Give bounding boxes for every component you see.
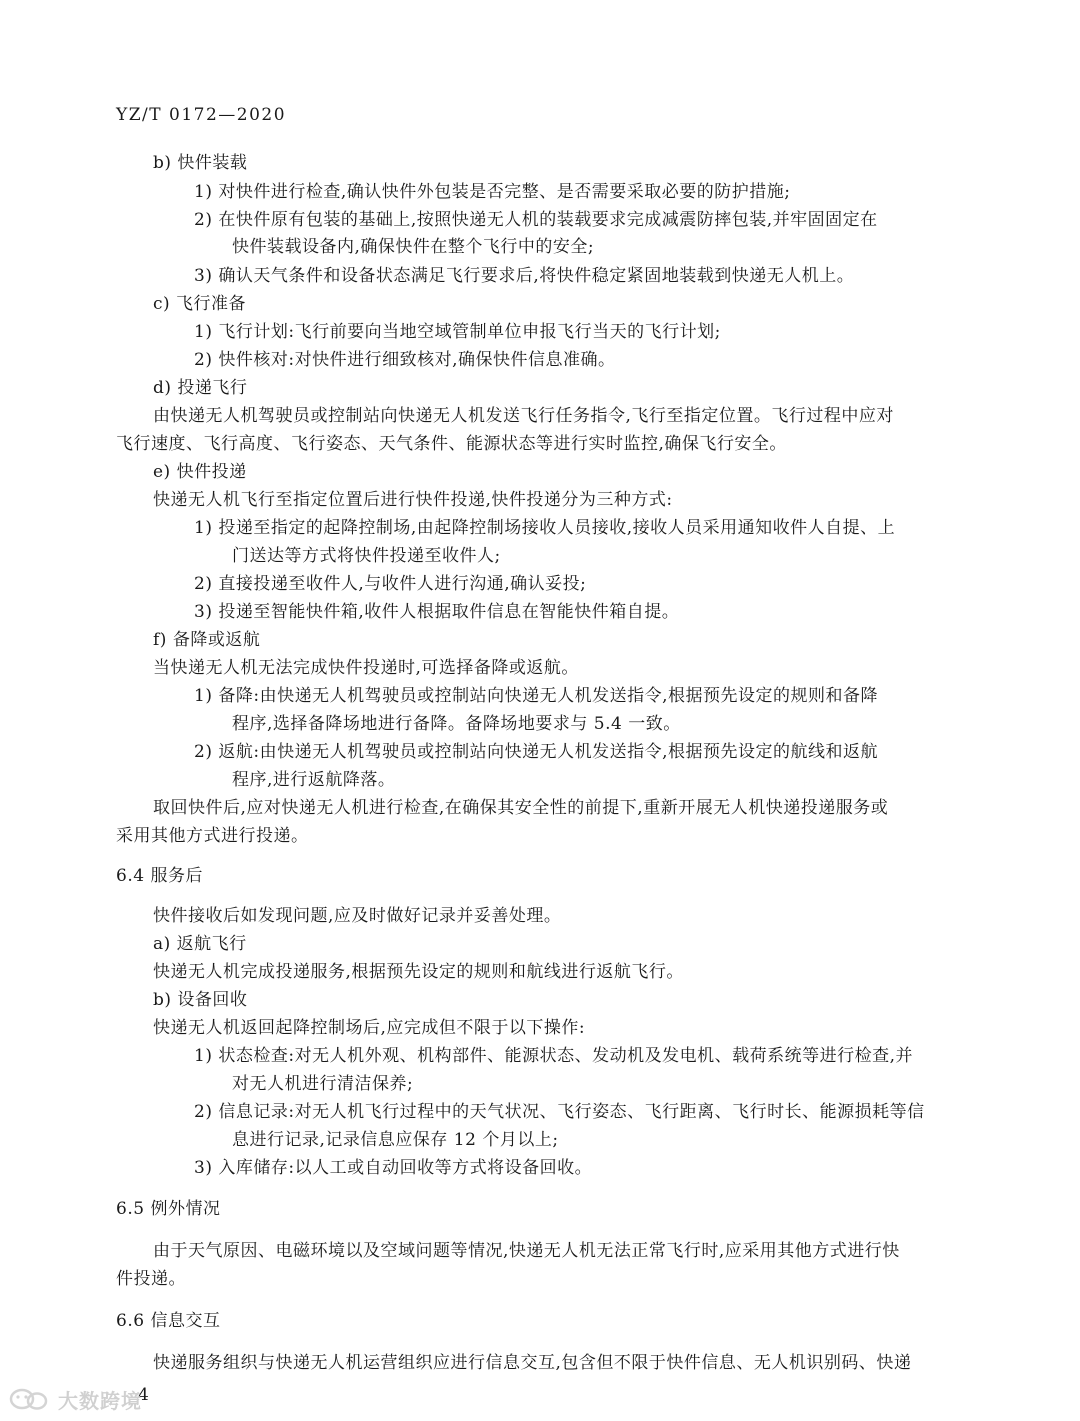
sub-item-1-cont: 对无人机进行清洁保养; (232, 1074, 414, 1094)
paragraph: 由快递无人机驾驶员或控制站向快递无人机发送飞行任务指令,飞行至指定位置。飞行过程中应对 (153, 406, 894, 426)
paragraph: 由于天气原因、电磁环境以及空域问题等情况,快递无人机无法正常飞行时,应采用其他方式进行快 (153, 1241, 900, 1261)
paragraph-cont: 采用其他方式进行投递。 (116, 826, 309, 846)
sub-item-1: 1) 飞行计划:飞行前要向当地空域管制单位申报飞行当天的飞行计划; (194, 322, 721, 342)
list-item-a: a) 返航飞行 (153, 934, 247, 954)
paragraph-cont: 件投递。 (116, 1269, 186, 1289)
wechat-logo-icon (8, 1386, 54, 1412)
sub-item-2: 2) 信息记录:对无人机飞行过程中的天气状况、飞行姿态、飞行距离、飞行时长、能源损耗等信 (194, 1102, 925, 1122)
list-item-b: b) 快件装载 (153, 153, 248, 173)
paragraph-cont: 飞行速度、飞行高度、飞行姿态、天气条件、能源状态等进行实时监控,确保飞行安全。 (116, 434, 787, 454)
list-item-f: f) 备降或返航 (153, 630, 261, 650)
sub-item-3: 3) 确认天气条件和设备状态满足飞行要求后,将快件稳定紧固地装载到快递无人机上。 (194, 266, 855, 286)
sub-item-1: 1) 状态检查:对无人机外观、机构部件、能源状态、发动机及发电机、载荷系统等进行检查,并 (194, 1046, 913, 1066)
paragraph: 快递无人机飞行至指定位置后进行快件投递,快件投递分为三种方式: (153, 490, 673, 510)
sub-item-2-cont: 息进行记录,记录信息应保存 12 个月以上; (232, 1130, 559, 1150)
sub-item-1-cont: 程序,选择备降场地进行备降。备降场地要求与 5.4 一致。 (232, 714, 681, 734)
paragraph: 快件接收后如发现问题,应及时做好记录并妥善处理。 (153, 906, 562, 926)
sub-item-2-cont: 程序,进行返航降落。 (232, 770, 396, 790)
paragraph: 当快递无人机无法完成快件投递时,可选择备降或返航。 (153, 658, 579, 678)
paragraph: 快递无人机返回起降控制场后,应完成但不限于以下操作: (153, 1018, 586, 1038)
paragraph: 快递无人机完成投递服务,根据预先设定的规则和航线进行返航飞行。 (153, 962, 684, 982)
standard-code: YZ/T 0172—2020 (116, 105, 287, 125)
section-heading-6-6: 6.6 信息交互 (116, 1311, 221, 1331)
list-item-b: b) 设备回收 (153, 990, 248, 1010)
page-number: 4 (138, 1385, 150, 1405)
list-item-c: c) 飞行准备 (153, 294, 247, 314)
watermark-text: 大数跨境 (58, 1388, 142, 1413)
sub-item-2-cont: 快件装载设备内,确保快件在整个飞行中的安全; (232, 237, 595, 257)
sub-item-1-cont: 门送达等方式将快件投递至收件人; (232, 546, 501, 566)
sub-item-1: 1) 对快件进行检查,确认快件外包装是否完整、是否需要采取必要的防护措施; (194, 182, 791, 202)
paragraph: 取回快件后,应对快递无人机进行检查,在确保其安全性的前提下,重新开展无人机快递投递服务或 (153, 798, 889, 818)
sub-item-2: 2) 在快件原有包装的基础上,按照快递无人机的装载要求完成减震防摔包装,并牢固固定在 (194, 210, 878, 230)
sub-item-1: 1) 投递至指定的起降控制场,由起降控制场接收人员接收,接收人员采用通知收件人自提、上 (194, 518, 896, 538)
list-item-e: e) 快件投递 (153, 462, 247, 482)
watermark (8, 1384, 142, 1414)
paragraph: 快递服务组织与快递无人机运营组织应进行信息交互,包含但不限于快件信息、无人机识别码、快递 (153, 1353, 912, 1373)
sub-item-2: 2) 返航:由快递无人机驾驶员或控制站向快递无人机发送指令,根据预先设定的航线和返航 (194, 742, 878, 762)
list-item-d: d) 投递飞行 (153, 378, 248, 398)
section-heading-6-4: 6.4 服务后 (116, 866, 203, 886)
sub-item-2: 2) 快件核对:对快件进行细致核对,确保快件信息准确。 (194, 350, 616, 370)
sub-item-1: 1) 备降:由快递无人机驾驶员或控制站向快递无人机发送指令,根据预先设定的规则和备降 (194, 686, 878, 706)
sub-item-3: 3) 投递至智能快件箱,收件人根据取件信息在智能快件箱自提。 (194, 602, 680, 622)
section-heading-6-5: 6.5 例外情况 (116, 1199, 221, 1219)
sub-item-2: 2) 直接投递至收件人,与收件人进行沟通,确认妥投; (194, 574, 587, 594)
sub-item-3: 3) 入库储存:以人工或自动回收等方式将设备回收。 (194, 1158, 593, 1178)
